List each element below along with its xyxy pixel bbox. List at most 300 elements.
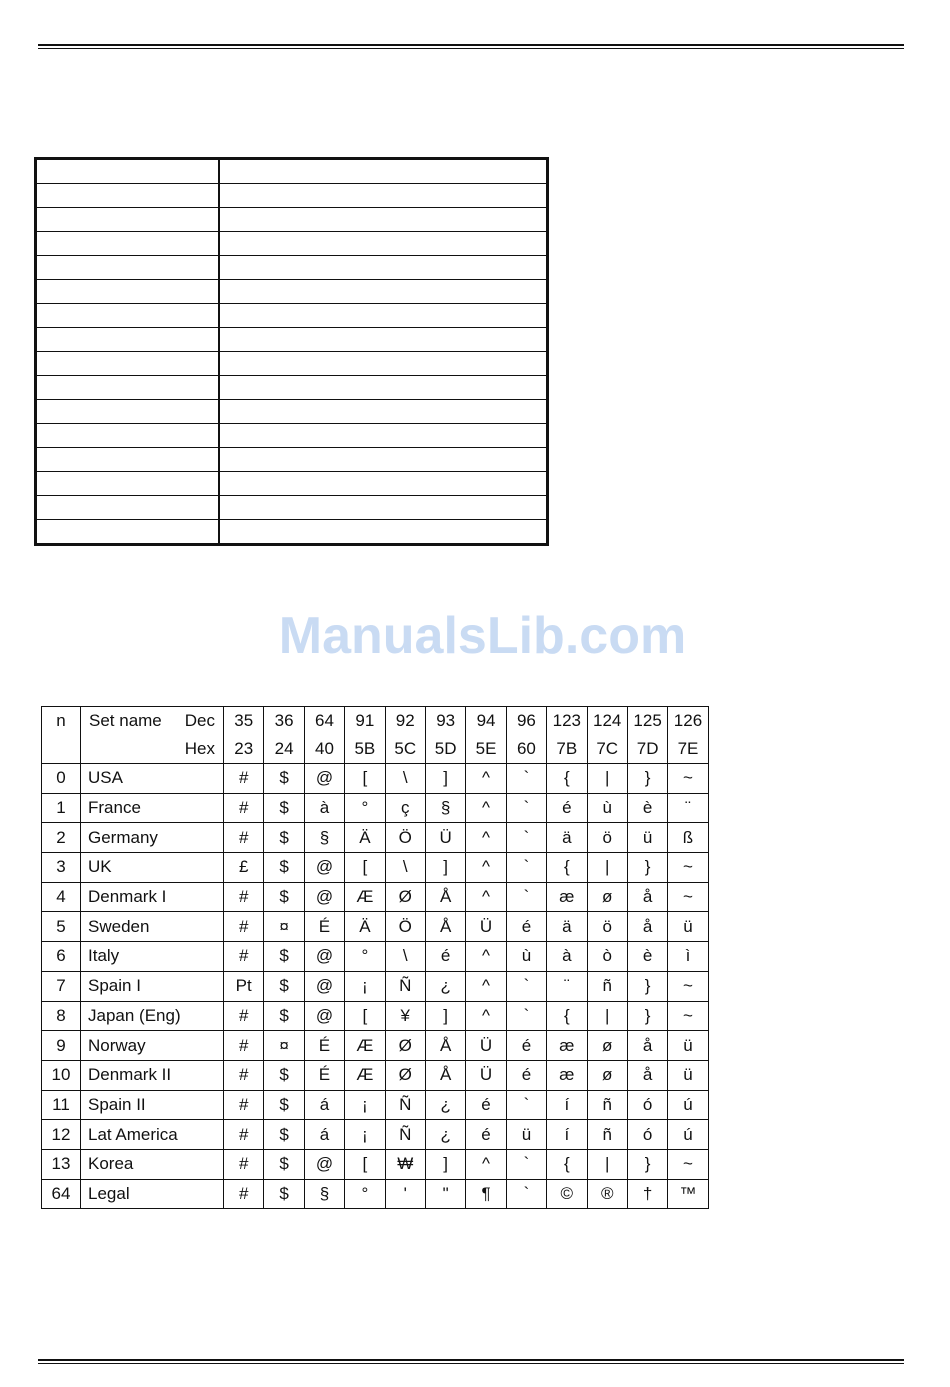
char-cell: Ø xyxy=(385,882,425,912)
hex-code: 40 xyxy=(315,739,334,758)
char-cell: ç xyxy=(385,793,425,823)
char-cell: ñ xyxy=(587,971,627,1001)
char-cell: ° xyxy=(345,793,385,823)
char-cell: " xyxy=(425,1179,465,1209)
set-name: Spain I xyxy=(81,971,224,1001)
char-cell: ~ xyxy=(668,1001,708,1031)
set-name: Denmark I xyxy=(81,882,224,912)
char-cell: @ xyxy=(304,1149,344,1179)
char-cell: ' xyxy=(385,1179,425,1209)
char-cell: Ö xyxy=(385,912,425,942)
hex-code: 7E xyxy=(677,739,699,758)
char-cell: ä xyxy=(547,823,587,853)
char-cell: É xyxy=(304,1060,344,1090)
empty-cell xyxy=(219,232,548,256)
table-row xyxy=(42,971,709,1001)
table-row xyxy=(42,853,709,883)
char-cell: Ñ xyxy=(385,971,425,1001)
hex-code: 24 xyxy=(274,739,294,758)
hex-code: 5B xyxy=(354,739,376,758)
char-cell: Ñ xyxy=(385,1120,425,1150)
empty-table-row xyxy=(36,159,548,184)
dec-code: 64 xyxy=(315,711,334,730)
char-cell: ` xyxy=(506,1090,546,1120)
char-cell: $ xyxy=(264,793,304,823)
char-cell: ù xyxy=(587,793,627,823)
set-number: 12 xyxy=(42,1120,81,1150)
char-cell: { xyxy=(547,1001,587,1031)
set-number: 64 xyxy=(42,1179,81,1209)
empty-cell xyxy=(36,232,220,256)
header-n: n xyxy=(42,707,81,764)
set-name: Spain II xyxy=(81,1090,224,1120)
hex-code: 5E xyxy=(475,739,497,758)
char-cell: ø xyxy=(587,1060,627,1090)
header-code-col xyxy=(506,707,546,764)
set-number: 4 xyxy=(42,882,81,912)
set-name: UK xyxy=(81,853,224,883)
char-cell: $ xyxy=(264,1060,304,1090)
dec-code: 125 xyxy=(633,711,662,730)
char-cell: † xyxy=(627,1179,667,1209)
char-cell: ò xyxy=(587,942,627,972)
header-set-name-label: Set name xyxy=(89,711,162,730)
char-cell: ¤ xyxy=(264,1031,304,1061)
char-cell: { xyxy=(547,764,587,794)
table-header-row xyxy=(42,707,709,764)
set-number: 11 xyxy=(42,1090,81,1120)
set-name: Lat America xyxy=(81,1120,224,1150)
char-cell: å xyxy=(627,1031,667,1061)
char-cell: ä xyxy=(547,912,587,942)
char-cell: } xyxy=(627,1001,667,1031)
table-row xyxy=(42,793,709,823)
char-cell: é xyxy=(466,1120,506,1150)
char-cell: ¨ xyxy=(547,971,587,1001)
char-cell: Ø xyxy=(385,1060,425,1090)
set-number: 8 xyxy=(42,1001,81,1031)
char-cell: í xyxy=(547,1120,587,1150)
empty-cell xyxy=(36,328,220,352)
char-cell: \ xyxy=(385,853,425,883)
char-cell: é xyxy=(506,912,546,942)
table-row xyxy=(42,942,709,972)
hex-code: 7D xyxy=(636,739,659,758)
empty-table-row xyxy=(36,376,548,400)
char-cell: $ xyxy=(264,764,304,794)
empty-table xyxy=(34,157,549,546)
char-cell: í xyxy=(547,1090,587,1120)
empty-cell xyxy=(36,496,220,520)
char-cell: ¿ xyxy=(425,971,465,1001)
char-cell: ¶ xyxy=(466,1179,506,1209)
header-code-col xyxy=(627,707,667,764)
table-row xyxy=(42,912,709,942)
char-cell: $ xyxy=(264,853,304,883)
char-cell: ~ xyxy=(668,853,708,883)
header-code-col xyxy=(345,707,385,764)
table-row xyxy=(42,1060,709,1090)
dec-code: 96 xyxy=(516,711,536,730)
char-cell: ø xyxy=(587,882,627,912)
char-cell: Æ xyxy=(345,1060,385,1090)
header-code-col xyxy=(668,707,708,764)
char-cell: ~ xyxy=(668,882,708,912)
table-row xyxy=(42,1031,709,1061)
char-cell: # xyxy=(224,1090,264,1120)
header-code-col xyxy=(304,707,344,764)
header-code-col xyxy=(385,707,425,764)
char-cell: æ xyxy=(547,1060,587,1090)
char-cell: é xyxy=(547,793,587,823)
char-cell: $ xyxy=(264,1090,304,1120)
set-number: 9 xyxy=(42,1031,81,1061)
empty-cell xyxy=(36,352,220,376)
char-cell: $ xyxy=(264,1179,304,1209)
char-cell: ñ xyxy=(587,1090,627,1120)
char-cell: } xyxy=(627,853,667,883)
empty-table-row xyxy=(36,496,548,520)
char-cell: ` xyxy=(506,971,546,1001)
empty-cell xyxy=(36,520,220,545)
set-number: 7 xyxy=(42,971,81,1001)
char-cell: å xyxy=(627,912,667,942)
char-cell: ® xyxy=(587,1179,627,1209)
char-cell: Å xyxy=(425,1060,465,1090)
header-code-col xyxy=(587,707,627,764)
char-cell: ` xyxy=(506,1179,546,1209)
char-cell: @ xyxy=(304,764,344,794)
char-cell: @ xyxy=(304,942,344,972)
set-name: Denmark II xyxy=(81,1060,224,1090)
table-row xyxy=(42,764,709,794)
char-cell: ¤ xyxy=(264,912,304,942)
dec-code: 123 xyxy=(552,711,581,730)
char-cell: @ xyxy=(304,1001,344,1031)
char-cell: Ø xyxy=(385,1031,425,1061)
char-cell: ° xyxy=(345,1179,385,1209)
empty-cell xyxy=(219,352,548,376)
char-cell: ~ xyxy=(668,1149,708,1179)
empty-cell xyxy=(219,448,548,472)
char-cell: Æ xyxy=(345,1031,385,1061)
empty-cell xyxy=(219,208,548,232)
char-cell: $ xyxy=(264,1001,304,1031)
empty-cell xyxy=(219,159,548,184)
char-cell: å xyxy=(627,882,667,912)
char-cell: } xyxy=(627,1149,667,1179)
char-cell: ü xyxy=(668,1031,708,1061)
header-set-name xyxy=(81,707,224,764)
header-hex-label: Hex xyxy=(184,739,215,758)
char-cell: ú xyxy=(668,1090,708,1120)
dec-code: 124 xyxy=(593,711,622,730)
set-number: 2 xyxy=(42,823,81,853)
set-number: 0 xyxy=(42,764,81,794)
empty-table-row xyxy=(36,256,548,280)
empty-table-row xyxy=(36,400,548,424)
empty-table-row xyxy=(36,424,548,448)
char-cell: § xyxy=(304,823,344,853)
char-cell: ü xyxy=(668,912,708,942)
table-row xyxy=(42,1090,709,1120)
char-cell: \ xyxy=(385,942,425,972)
char-cell: ` xyxy=(506,1001,546,1031)
char-cell: Ü xyxy=(425,823,465,853)
empty-table-row xyxy=(36,184,548,208)
char-cell: ß xyxy=(668,823,708,853)
char-cell: Ü xyxy=(466,912,506,942)
char-cell: ¡ xyxy=(345,1120,385,1150)
char-cell: [ xyxy=(345,1001,385,1031)
char-cell: # xyxy=(224,823,264,853)
char-cell: ¿ xyxy=(425,1120,465,1150)
char-cell: # xyxy=(224,942,264,972)
char-cell: # xyxy=(224,1179,264,1209)
char-cell: ü xyxy=(627,823,667,853)
dec-code: 126 xyxy=(673,711,703,730)
table-row xyxy=(42,1149,709,1179)
char-cell: # xyxy=(224,764,264,794)
char-cell: Æ xyxy=(345,882,385,912)
dec-code: 92 xyxy=(395,711,415,730)
char-cell: $ xyxy=(264,1149,304,1179)
empty-cell xyxy=(219,376,548,400)
char-cell: ü xyxy=(668,1060,708,1090)
char-cell: @ xyxy=(304,882,344,912)
char-cell: [ xyxy=(345,853,385,883)
char-cell: Ö xyxy=(385,823,425,853)
set-name: Legal xyxy=(81,1179,224,1209)
watermark: ManualsLib.com xyxy=(278,607,687,665)
char-cell: # xyxy=(224,1031,264,1061)
empty-table-row xyxy=(36,352,548,376)
char-cell: ^ xyxy=(466,793,506,823)
empty-cell xyxy=(219,304,548,328)
char-cell: @ xyxy=(304,971,344,1001)
header-dec-label: Dec xyxy=(184,711,215,730)
char-cell: ó xyxy=(627,1090,667,1120)
set-name: Italy xyxy=(81,942,224,972)
char-cell: Å xyxy=(425,912,465,942)
char-cell: è xyxy=(627,942,667,972)
char-cell: ` xyxy=(506,853,546,883)
char-cell: ] xyxy=(425,1001,465,1031)
char-cell: É xyxy=(304,912,344,942)
char-cell: å xyxy=(627,1060,667,1090)
char-cell: ^ xyxy=(466,1001,506,1031)
char-cell: ` xyxy=(506,1149,546,1179)
char-cell: $ xyxy=(264,823,304,853)
char-cell: ™ xyxy=(668,1179,708,1209)
empty-table-row xyxy=(36,304,548,328)
empty-cell xyxy=(36,400,220,424)
char-cell: ` xyxy=(506,764,546,794)
char-cell: # xyxy=(224,1120,264,1150)
set-number: 6 xyxy=(42,942,81,972)
set-number: 5 xyxy=(42,912,81,942)
empty-cell xyxy=(36,424,220,448)
char-cell: Ä xyxy=(345,823,385,853)
set-number: 1 xyxy=(42,793,81,823)
header-code-col xyxy=(264,707,304,764)
char-cell: ú xyxy=(668,1120,708,1150)
char-cell: ö xyxy=(587,823,627,853)
char-cell: # xyxy=(224,912,264,942)
char-cell: ] xyxy=(425,764,465,794)
empty-table-row xyxy=(36,448,548,472)
char-cell: à xyxy=(304,793,344,823)
dec-code: 94 xyxy=(476,711,496,730)
char-cell: @ xyxy=(304,853,344,883)
char-cell: ₩ xyxy=(385,1149,425,1179)
char-cell: # xyxy=(224,1001,264,1031)
char-cell: $ xyxy=(264,1120,304,1150)
empty-table-row xyxy=(36,520,548,545)
char-cell: { xyxy=(547,853,587,883)
char-cell: ` xyxy=(506,882,546,912)
char-cell: ¡ xyxy=(345,1090,385,1120)
char-cell: à xyxy=(547,942,587,972)
char-cell: é xyxy=(506,1060,546,1090)
char-cell: $ xyxy=(264,942,304,972)
char-cell: ~ xyxy=(668,764,708,794)
dec-code: 93 xyxy=(436,711,456,730)
table-row xyxy=(42,1179,709,1209)
char-cell: ` xyxy=(506,793,546,823)
char-cell: è xyxy=(627,793,667,823)
char-cell: ] xyxy=(425,853,465,883)
char-cell: # xyxy=(224,882,264,912)
empty-cell xyxy=(219,472,548,496)
char-cell: [ xyxy=(345,1149,385,1179)
char-cell: ^ xyxy=(466,1149,506,1179)
empty-table-row xyxy=(36,328,548,352)
header-code-col xyxy=(425,707,465,764)
set-name: Germany xyxy=(81,823,224,853)
hex-code: 7C xyxy=(596,739,619,758)
char-cell: | xyxy=(587,1149,627,1179)
char-cell: á xyxy=(304,1090,344,1120)
set-name: Sweden xyxy=(81,912,224,942)
dec-code: 91 xyxy=(355,711,375,730)
char-cell: # xyxy=(224,793,264,823)
char-cell: § xyxy=(304,1179,344,1209)
char-cell: á xyxy=(304,1120,344,1150)
char-cell: é xyxy=(425,942,465,972)
set-name: Korea xyxy=(81,1149,224,1179)
char-cell: | xyxy=(587,853,627,883)
empty-cell xyxy=(219,280,548,304)
empty-cell xyxy=(36,256,220,280)
table-row xyxy=(42,882,709,912)
char-cell: ¿ xyxy=(425,1090,465,1120)
set-number: 3 xyxy=(42,853,81,883)
char-cell: Ñ xyxy=(385,1090,425,1120)
char-cell: Ü xyxy=(466,1031,506,1061)
empty-cell xyxy=(219,400,548,424)
empty-cell xyxy=(36,159,220,184)
char-cell: # xyxy=(224,1149,264,1179)
char-cell: ^ xyxy=(466,971,506,1001)
char-cell: ¥ xyxy=(385,1001,425,1031)
char-cell: ^ xyxy=(466,882,506,912)
empty-table-row xyxy=(36,208,548,232)
set-number: 10 xyxy=(42,1060,81,1090)
empty-cell xyxy=(219,496,548,520)
empty-table-row xyxy=(36,280,548,304)
hex-code: 23 xyxy=(234,739,254,758)
char-cell: { xyxy=(547,1149,587,1179)
dec-code: 35 xyxy=(234,711,254,730)
set-name: Japan (Eng) xyxy=(81,1001,224,1031)
char-cell: ö xyxy=(587,912,627,942)
bottom-rule xyxy=(38,1359,904,1364)
char-cell: ø xyxy=(587,1031,627,1061)
char-cell: ^ xyxy=(466,823,506,853)
char-cell: ° xyxy=(345,942,385,972)
char-cell: ] xyxy=(425,1149,465,1179)
header-code-col xyxy=(466,707,506,764)
char-cell: ü xyxy=(506,1120,546,1150)
char-cell: ^ xyxy=(466,764,506,794)
char-cell: ^ xyxy=(466,942,506,972)
table-row xyxy=(42,823,709,853)
top-rule xyxy=(38,44,904,49)
empty-cell xyxy=(36,208,220,232)
char-cell: é xyxy=(466,1090,506,1120)
char-cell: ì xyxy=(668,942,708,972)
char-cell: é xyxy=(506,1031,546,1061)
char-cell: æ xyxy=(547,1031,587,1061)
set-number: 13 xyxy=(42,1149,81,1179)
empty-cell xyxy=(36,448,220,472)
char-cell: ¡ xyxy=(345,971,385,1001)
empty-cell xyxy=(36,472,220,496)
char-cell: ` xyxy=(506,823,546,853)
char-cell: $ xyxy=(264,882,304,912)
char-cell: £ xyxy=(224,853,264,883)
char-cell: } xyxy=(627,764,667,794)
empty-cell xyxy=(36,304,220,328)
header-code-col xyxy=(224,707,264,764)
table-row xyxy=(42,1120,709,1150)
char-cell: É xyxy=(304,1031,344,1061)
table-row xyxy=(42,1001,709,1031)
hex-code: 7B xyxy=(556,739,578,758)
char-cell: Å xyxy=(425,882,465,912)
char-cell: ~ xyxy=(668,971,708,1001)
hex-code: 5D xyxy=(434,739,457,758)
char-cell: Pt xyxy=(224,971,264,1001)
char-cell: | xyxy=(587,1001,627,1031)
hex-code: 60 xyxy=(516,739,536,758)
char-cell: ^ xyxy=(466,853,506,883)
char-cell: Ä xyxy=(345,912,385,942)
char-cell: \ xyxy=(385,764,425,794)
empty-cell xyxy=(219,184,548,208)
empty-table-row xyxy=(36,232,548,256)
dec-code: 36 xyxy=(274,711,294,730)
set-name: France xyxy=(81,793,224,823)
char-cell: $ xyxy=(264,971,304,1001)
char-cell: © xyxy=(547,1179,587,1209)
empty-cell xyxy=(36,280,220,304)
char-cell: } xyxy=(627,971,667,1001)
char-cell: | xyxy=(587,764,627,794)
hex-code: 5C xyxy=(394,739,417,758)
empty-table-row xyxy=(36,472,548,496)
